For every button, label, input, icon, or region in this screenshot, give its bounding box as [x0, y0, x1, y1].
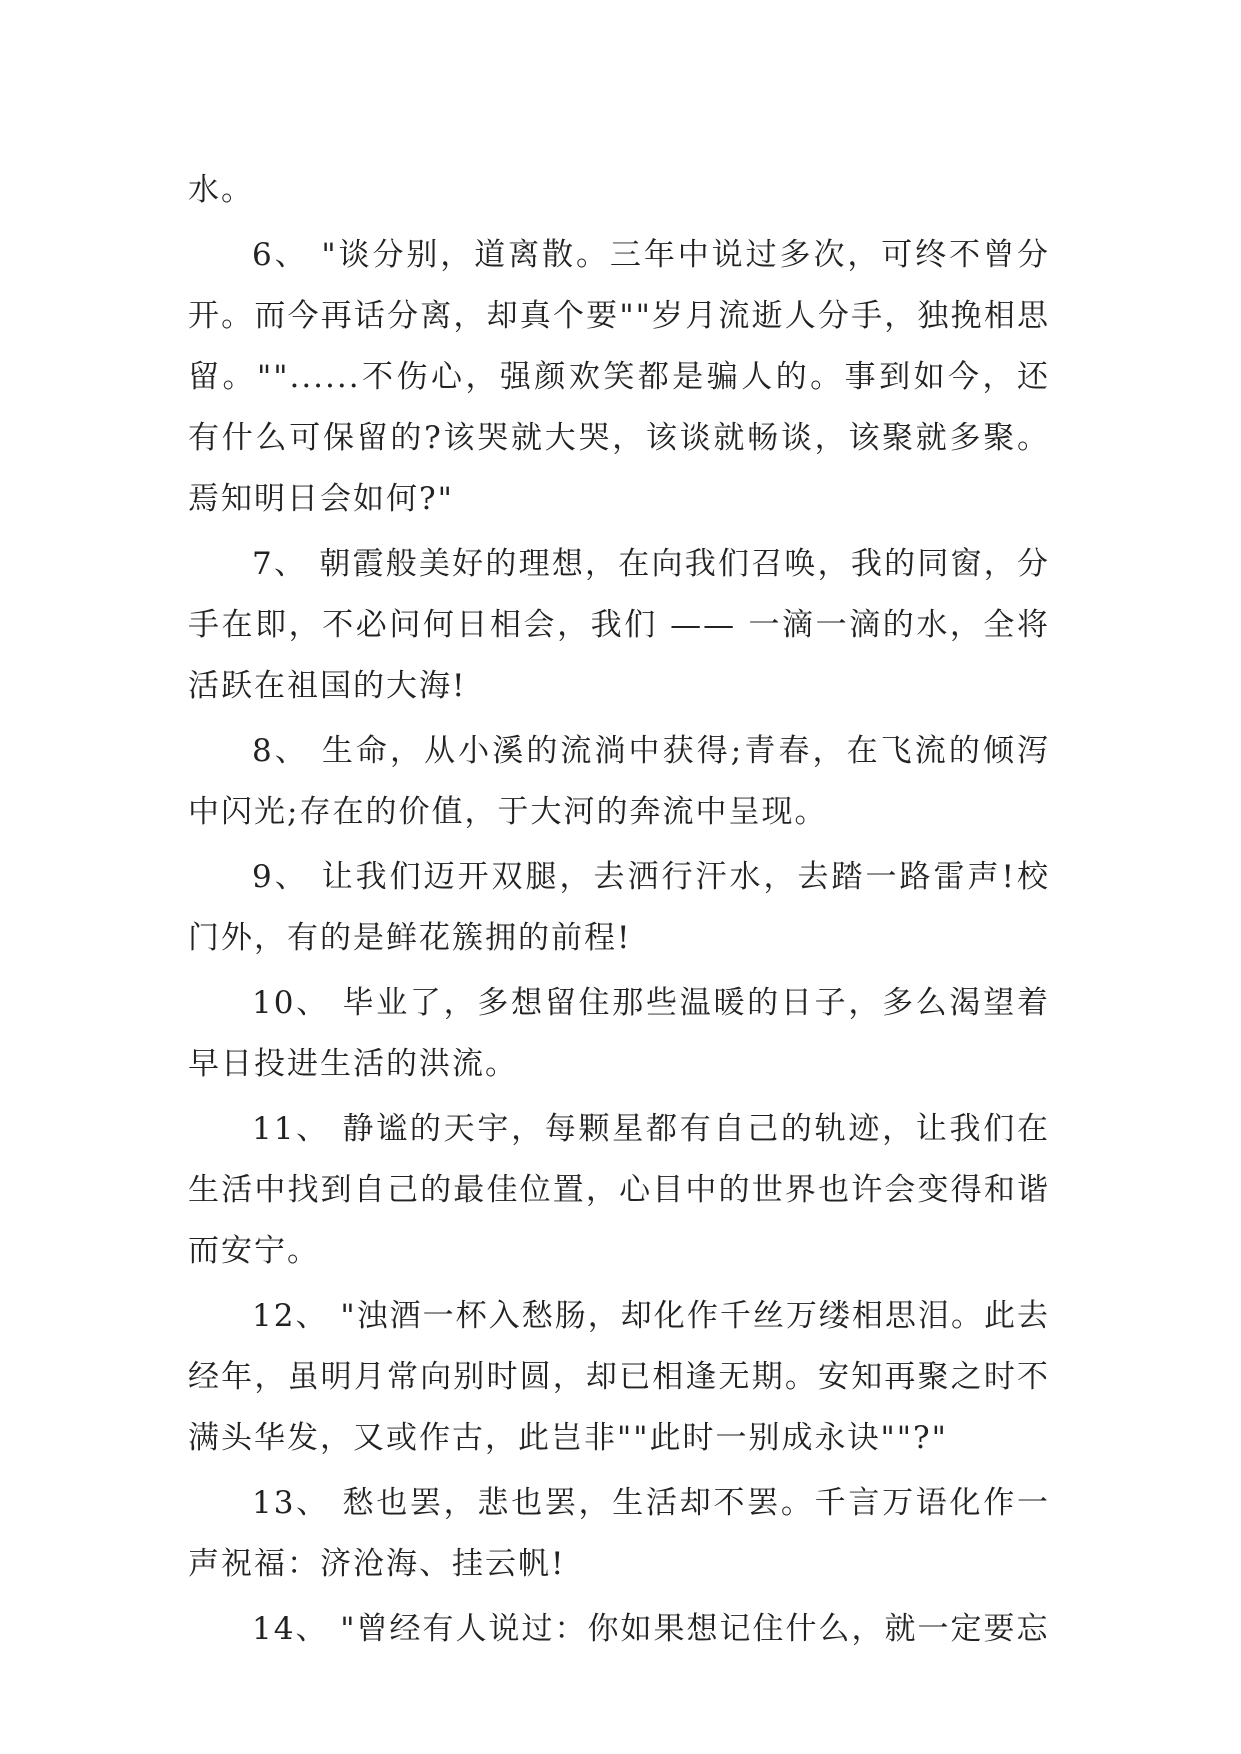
paragraph-item-6: 6、 "谈分别，道离散。三年中说过多次，可终不曾分开。而今再话分离，却真个要""岁月流逝人分手，独挽相思留。""......不伤心，强颜欢笑都是骗人的。事到如今，还有什么可保留的?该哭就大哭，该谈就畅谈，该聚就多聚。焉知明日会如何?" — [188, 237, 1050, 517]
paragraph-item-9: 9、 让我们迈开双腿，去洒行汗水，去踏一路雷声!校门外，有的是鲜花簇拥的前程! — [188, 859, 1050, 956]
paragraph-item-14: 14、 "曾经有人说过：你如果想记住什么，就一定要忘 — [252, 1611, 1050, 1647]
paragraph-item-10: 10、 毕业了，多想留住那些温暖的日子，多么渴望着早日投进生活的洪流。 — [188, 985, 1050, 1082]
paragraph-item-11: 11、 静谧的天宇，每颗星都有自己的轨迹，让我们在生活中找到自己的最佳位置，心目中的世界也许会变得和谐而安宁。 — [188, 1111, 1050, 1269]
paragraph-item-8: 8、 生命，从小溪的流淌中获得;青春，在飞流的倾泻中闪光;存在的价值，于大河的奔流中呈现。 — [188, 733, 1050, 830]
paragraph-item-13: 13、 愁也罢，悲也罢，生活却不罢。千言万语化作一声祝福：济沧海、挂云帆! — [188, 1485, 1050, 1582]
document-body — [188, 160, 1050, 1664]
paragraph-item-12: 12、 "浊酒一杯入愁肠，却化作千丝万缕相思泪。此去经年，虽明月常向别时圆，却已相逢无期。安知再聚之时不满头华发，又或作古，此岂非""此时一别成永诀""?" — [188, 1298, 1050, 1456]
paragraph-item-7: 7、 朝霞般美好的理想，在向我们召唤，我的同窗，分手在即，不必问何日相会，我们 —— 一滴一滴的水，全将活跃在祖国的大海! — [188, 546, 1050, 704]
paragraph-continuation: 水。 — [188, 172, 254, 208]
